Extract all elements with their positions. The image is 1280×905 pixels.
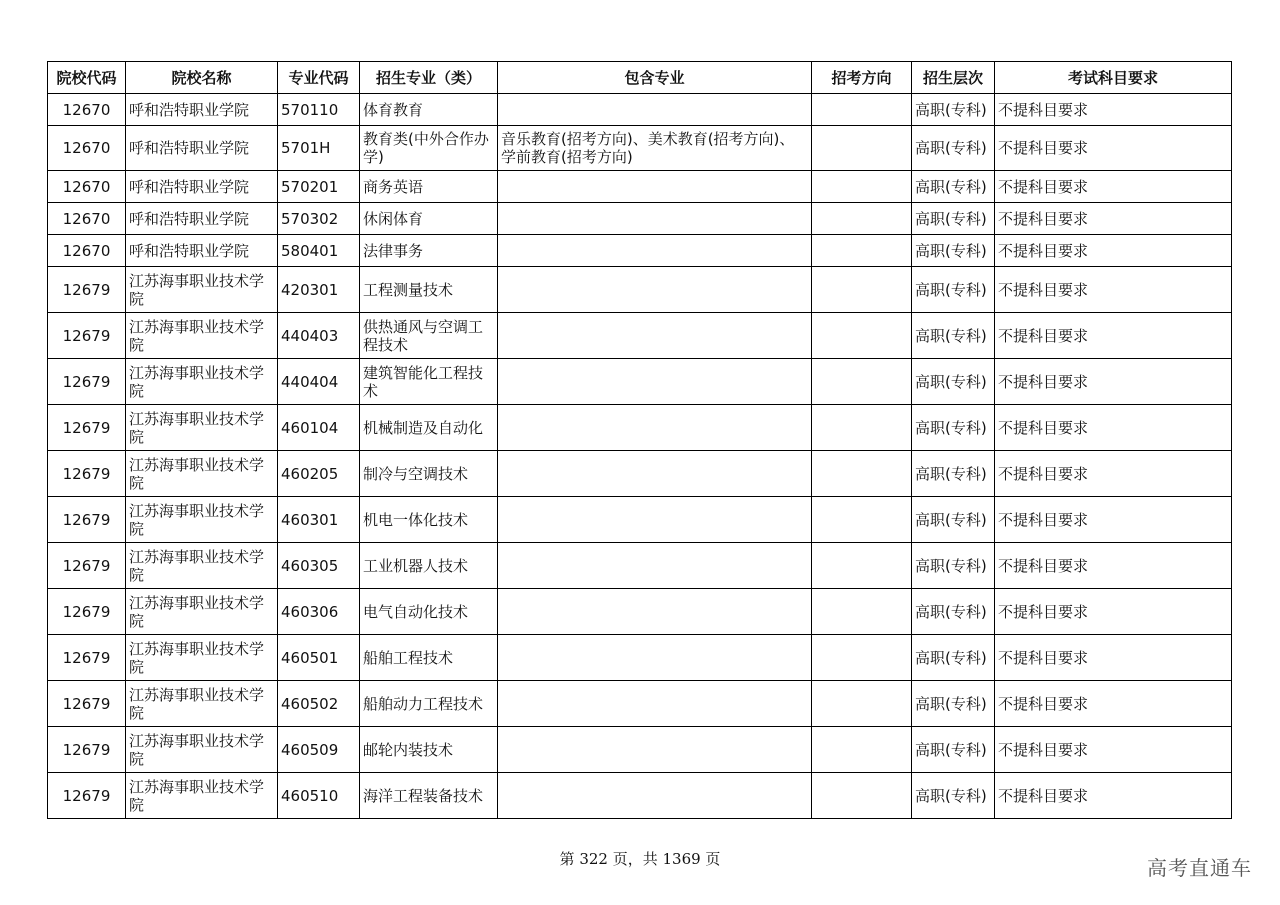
school-name-cell: 呼和浩特职业学院 bbox=[126, 94, 278, 126]
level-cell: 高职(专科) bbox=[912, 635, 995, 681]
exam-requirement-cell: 不提科目要求 bbox=[995, 589, 1232, 635]
school-name-cell: 江苏海事职业技术学院 bbox=[126, 681, 278, 727]
level-cell: 高职(专科) bbox=[912, 405, 995, 451]
level-cell: 高职(专科) bbox=[912, 313, 995, 359]
school-code-cell: 12670 bbox=[48, 126, 126, 171]
table-body bbox=[48, 94, 1232, 819]
major-cell: 教育类(中外合作办学) bbox=[360, 126, 498, 171]
major-cell: 邮轮内装技术 bbox=[360, 727, 498, 773]
header-school-code: 院校代码 bbox=[48, 62, 126, 94]
direction-cell bbox=[812, 543, 912, 589]
major-cell: 电气自动化技术 bbox=[360, 589, 498, 635]
direction-cell bbox=[812, 727, 912, 773]
table-row bbox=[48, 635, 1232, 681]
school-code-cell: 12679 bbox=[48, 727, 126, 773]
included-majors-cell bbox=[498, 635, 812, 681]
major-cell: 工程测量技术 bbox=[360, 267, 498, 313]
major-cell: 工业机器人技术 bbox=[360, 543, 498, 589]
school-name-cell: 呼和浩特职业学院 bbox=[126, 235, 278, 267]
exam-requirement-cell: 不提科目要求 bbox=[995, 267, 1232, 313]
included-majors-cell bbox=[498, 405, 812, 451]
included-majors-cell bbox=[498, 359, 812, 405]
table-header-row bbox=[48, 62, 1232, 94]
table-row bbox=[48, 94, 1232, 126]
level-cell: 高职(专科) bbox=[912, 359, 995, 405]
exam-requirement-cell: 不提科目要求 bbox=[995, 543, 1232, 589]
header-major-code: 专业代码 bbox=[278, 62, 360, 94]
school-name-cell: 江苏海事职业技术学院 bbox=[126, 727, 278, 773]
school-name-cell: 江苏海事职业技术学院 bbox=[126, 267, 278, 313]
table-row bbox=[48, 451, 1232, 497]
exam-requirement-cell: 不提科目要求 bbox=[995, 171, 1232, 203]
school-name-cell: 江苏海事职业技术学院 bbox=[126, 543, 278, 589]
school-name-cell: 呼和浩特职业学院 bbox=[126, 203, 278, 235]
included-majors-cell bbox=[498, 589, 812, 635]
school-name-cell: 江苏海事职业技术学院 bbox=[126, 451, 278, 497]
included-majors-cell bbox=[498, 727, 812, 773]
table-row bbox=[48, 267, 1232, 313]
school-code-cell: 12679 bbox=[48, 267, 126, 313]
school-name-cell: 江苏海事职业技术学院 bbox=[126, 635, 278, 681]
exam-requirement-cell: 不提科目要求 bbox=[995, 203, 1232, 235]
table-row bbox=[48, 497, 1232, 543]
level-cell: 高职(专科) bbox=[912, 773, 995, 819]
school-code-cell: 12679 bbox=[48, 681, 126, 727]
major-code-cell: 460205 bbox=[278, 451, 360, 497]
school-name-cell: 江苏海事职业技术学院 bbox=[126, 589, 278, 635]
major-code-cell: 570110 bbox=[278, 94, 360, 126]
direction-cell bbox=[812, 405, 912, 451]
table-row bbox=[48, 405, 1232, 451]
school-code-cell: 12679 bbox=[48, 451, 126, 497]
school-code-cell: 12679 bbox=[48, 359, 126, 405]
major-cell: 海洋工程装备技术 bbox=[360, 773, 498, 819]
school-name-cell: 江苏海事职业技术学院 bbox=[126, 497, 278, 543]
major-cell: 机电一体化技术 bbox=[360, 497, 498, 543]
exam-requirement-cell: 不提科目要求 bbox=[995, 681, 1232, 727]
school-code-cell: 12679 bbox=[48, 589, 126, 635]
level-cell: 高职(专科) bbox=[912, 681, 995, 727]
major-code-cell: 460501 bbox=[278, 635, 360, 681]
header-exam-requirement: 考试科目要求 bbox=[995, 62, 1232, 94]
major-code-cell: 460305 bbox=[278, 543, 360, 589]
included-majors-cell bbox=[498, 203, 812, 235]
table-row bbox=[48, 235, 1232, 267]
major-code-cell: 460509 bbox=[278, 727, 360, 773]
direction-cell bbox=[812, 635, 912, 681]
school-code-cell: 12670 bbox=[48, 203, 126, 235]
table-row bbox=[48, 543, 1232, 589]
major-code-cell: 460510 bbox=[278, 773, 360, 819]
major-code-cell: 420301 bbox=[278, 267, 360, 313]
included-majors-cell bbox=[498, 543, 812, 589]
school-code-cell: 12679 bbox=[48, 543, 126, 589]
school-code-cell: 12679 bbox=[48, 405, 126, 451]
header-major: 招生专业（类） bbox=[360, 62, 498, 94]
direction-cell bbox=[812, 203, 912, 235]
exam-requirement-cell: 不提科目要求 bbox=[995, 497, 1232, 543]
school-code-cell: 12670 bbox=[48, 94, 126, 126]
major-cell: 休闲体育 bbox=[360, 203, 498, 235]
table-row bbox=[48, 313, 1232, 359]
school-name-cell: 呼和浩特职业学院 bbox=[126, 126, 278, 171]
exam-requirement-cell: 不提科目要求 bbox=[995, 727, 1232, 773]
header-direction: 招考方向 bbox=[812, 62, 912, 94]
direction-cell bbox=[812, 235, 912, 267]
direction-cell bbox=[812, 359, 912, 405]
included-majors-cell bbox=[498, 773, 812, 819]
school-code-cell: 12679 bbox=[48, 497, 126, 543]
exam-requirement-cell: 不提科目要求 bbox=[995, 405, 1232, 451]
included-majors-cell: 音乐教育(招考方向)、美术教育(招考方向)、学前教育(招考方向) bbox=[498, 126, 812, 171]
major-code-cell: 460502 bbox=[278, 681, 360, 727]
level-cell: 高职(专科) bbox=[912, 543, 995, 589]
level-cell: 高职(专科) bbox=[912, 203, 995, 235]
major-code-cell: 460301 bbox=[278, 497, 360, 543]
school-name-cell: 呼和浩特职业学院 bbox=[126, 171, 278, 203]
direction-cell bbox=[812, 589, 912, 635]
direction-cell bbox=[812, 126, 912, 171]
included-majors-cell bbox=[498, 681, 812, 727]
admissions-table bbox=[47, 61, 1232, 819]
included-majors-cell bbox=[498, 267, 812, 313]
major-cell: 建筑智能化工程技术 bbox=[360, 359, 498, 405]
included-majors-cell bbox=[498, 235, 812, 267]
major-cell: 机械制造及自动化 bbox=[360, 405, 498, 451]
school-name-cell: 江苏海事职业技术学院 bbox=[126, 313, 278, 359]
major-code-cell: 460306 bbox=[278, 589, 360, 635]
direction-cell bbox=[812, 267, 912, 313]
major-cell: 体育教育 bbox=[360, 94, 498, 126]
header-school-name: 院校名称 bbox=[126, 62, 278, 94]
level-cell: 高职(专科) bbox=[912, 235, 995, 267]
major-cell: 船舶动力工程技术 bbox=[360, 681, 498, 727]
table-row bbox=[48, 773, 1232, 819]
school-name-cell: 江苏海事职业技术学院 bbox=[126, 359, 278, 405]
exam-requirement-cell: 不提科目要求 bbox=[995, 126, 1232, 171]
school-name-cell: 江苏海事职业技术学院 bbox=[126, 405, 278, 451]
direction-cell bbox=[812, 451, 912, 497]
school-code-cell: 12679 bbox=[48, 635, 126, 681]
major-cell: 商务英语 bbox=[360, 171, 498, 203]
included-majors-cell bbox=[498, 94, 812, 126]
direction-cell bbox=[812, 313, 912, 359]
table-row bbox=[48, 171, 1232, 203]
major-cell: 制冷与空调技术 bbox=[360, 451, 498, 497]
school-name-cell: 江苏海事职业技术学院 bbox=[126, 773, 278, 819]
table-row bbox=[48, 203, 1232, 235]
direction-cell bbox=[812, 497, 912, 543]
included-majors-cell bbox=[498, 171, 812, 203]
table-row bbox=[48, 359, 1232, 405]
exam-requirement-cell: 不提科目要求 bbox=[995, 773, 1232, 819]
level-cell: 高职(专科) bbox=[912, 451, 995, 497]
major-code-cell: 440404 bbox=[278, 359, 360, 405]
watermark-text: 高考直通车 bbox=[1147, 856, 1252, 880]
major-code-cell: 440403 bbox=[278, 313, 360, 359]
level-cell: 高职(专科) bbox=[912, 497, 995, 543]
exam-requirement-cell: 不提科目要求 bbox=[995, 451, 1232, 497]
included-majors-cell bbox=[498, 313, 812, 359]
table-row bbox=[48, 589, 1232, 635]
table-row bbox=[48, 681, 1232, 727]
school-code-cell: 12670 bbox=[48, 235, 126, 267]
header-included-majors: 包含专业 bbox=[498, 62, 812, 94]
included-majors-cell bbox=[498, 451, 812, 497]
direction-cell bbox=[812, 773, 912, 819]
direction-cell bbox=[812, 681, 912, 727]
direction-cell bbox=[812, 171, 912, 203]
major-cell: 供热通风与空调工程技术 bbox=[360, 313, 498, 359]
exam-requirement-cell: 不提科目要求 bbox=[995, 313, 1232, 359]
header-level: 招生层次 bbox=[912, 62, 995, 94]
level-cell: 高职(专科) bbox=[912, 94, 995, 126]
table-row bbox=[48, 126, 1232, 171]
exam-requirement-cell: 不提科目要求 bbox=[995, 359, 1232, 405]
major-code-cell: 460104 bbox=[278, 405, 360, 451]
level-cell: 高职(专科) bbox=[912, 727, 995, 773]
direction-cell bbox=[812, 94, 912, 126]
exam-requirement-cell: 不提科目要求 bbox=[995, 635, 1232, 681]
page-number: 第 322 页，共 1369 页 bbox=[559, 850, 721, 868]
school-code-cell: 12679 bbox=[48, 313, 126, 359]
major-code-cell: 570302 bbox=[278, 203, 360, 235]
level-cell: 高职(专科) bbox=[912, 171, 995, 203]
exam-requirement-cell: 不提科目要求 bbox=[995, 94, 1232, 126]
level-cell: 高职(专科) bbox=[912, 267, 995, 313]
level-cell: 高职(专科) bbox=[912, 589, 995, 635]
major-cell: 船舶工程技术 bbox=[360, 635, 498, 681]
school-code-cell: 12679 bbox=[48, 773, 126, 819]
major-code-cell: 570201 bbox=[278, 171, 360, 203]
school-code-cell: 12670 bbox=[48, 171, 126, 203]
included-majors-cell bbox=[498, 497, 812, 543]
major-code-cell: 580401 bbox=[278, 235, 360, 267]
exam-requirement-cell: 不提科目要求 bbox=[995, 235, 1232, 267]
major-code-cell: 5701H bbox=[278, 126, 360, 171]
table-row bbox=[48, 727, 1232, 773]
major-cell: 法律事务 bbox=[360, 235, 498, 267]
level-cell: 高职(专科) bbox=[912, 126, 995, 171]
